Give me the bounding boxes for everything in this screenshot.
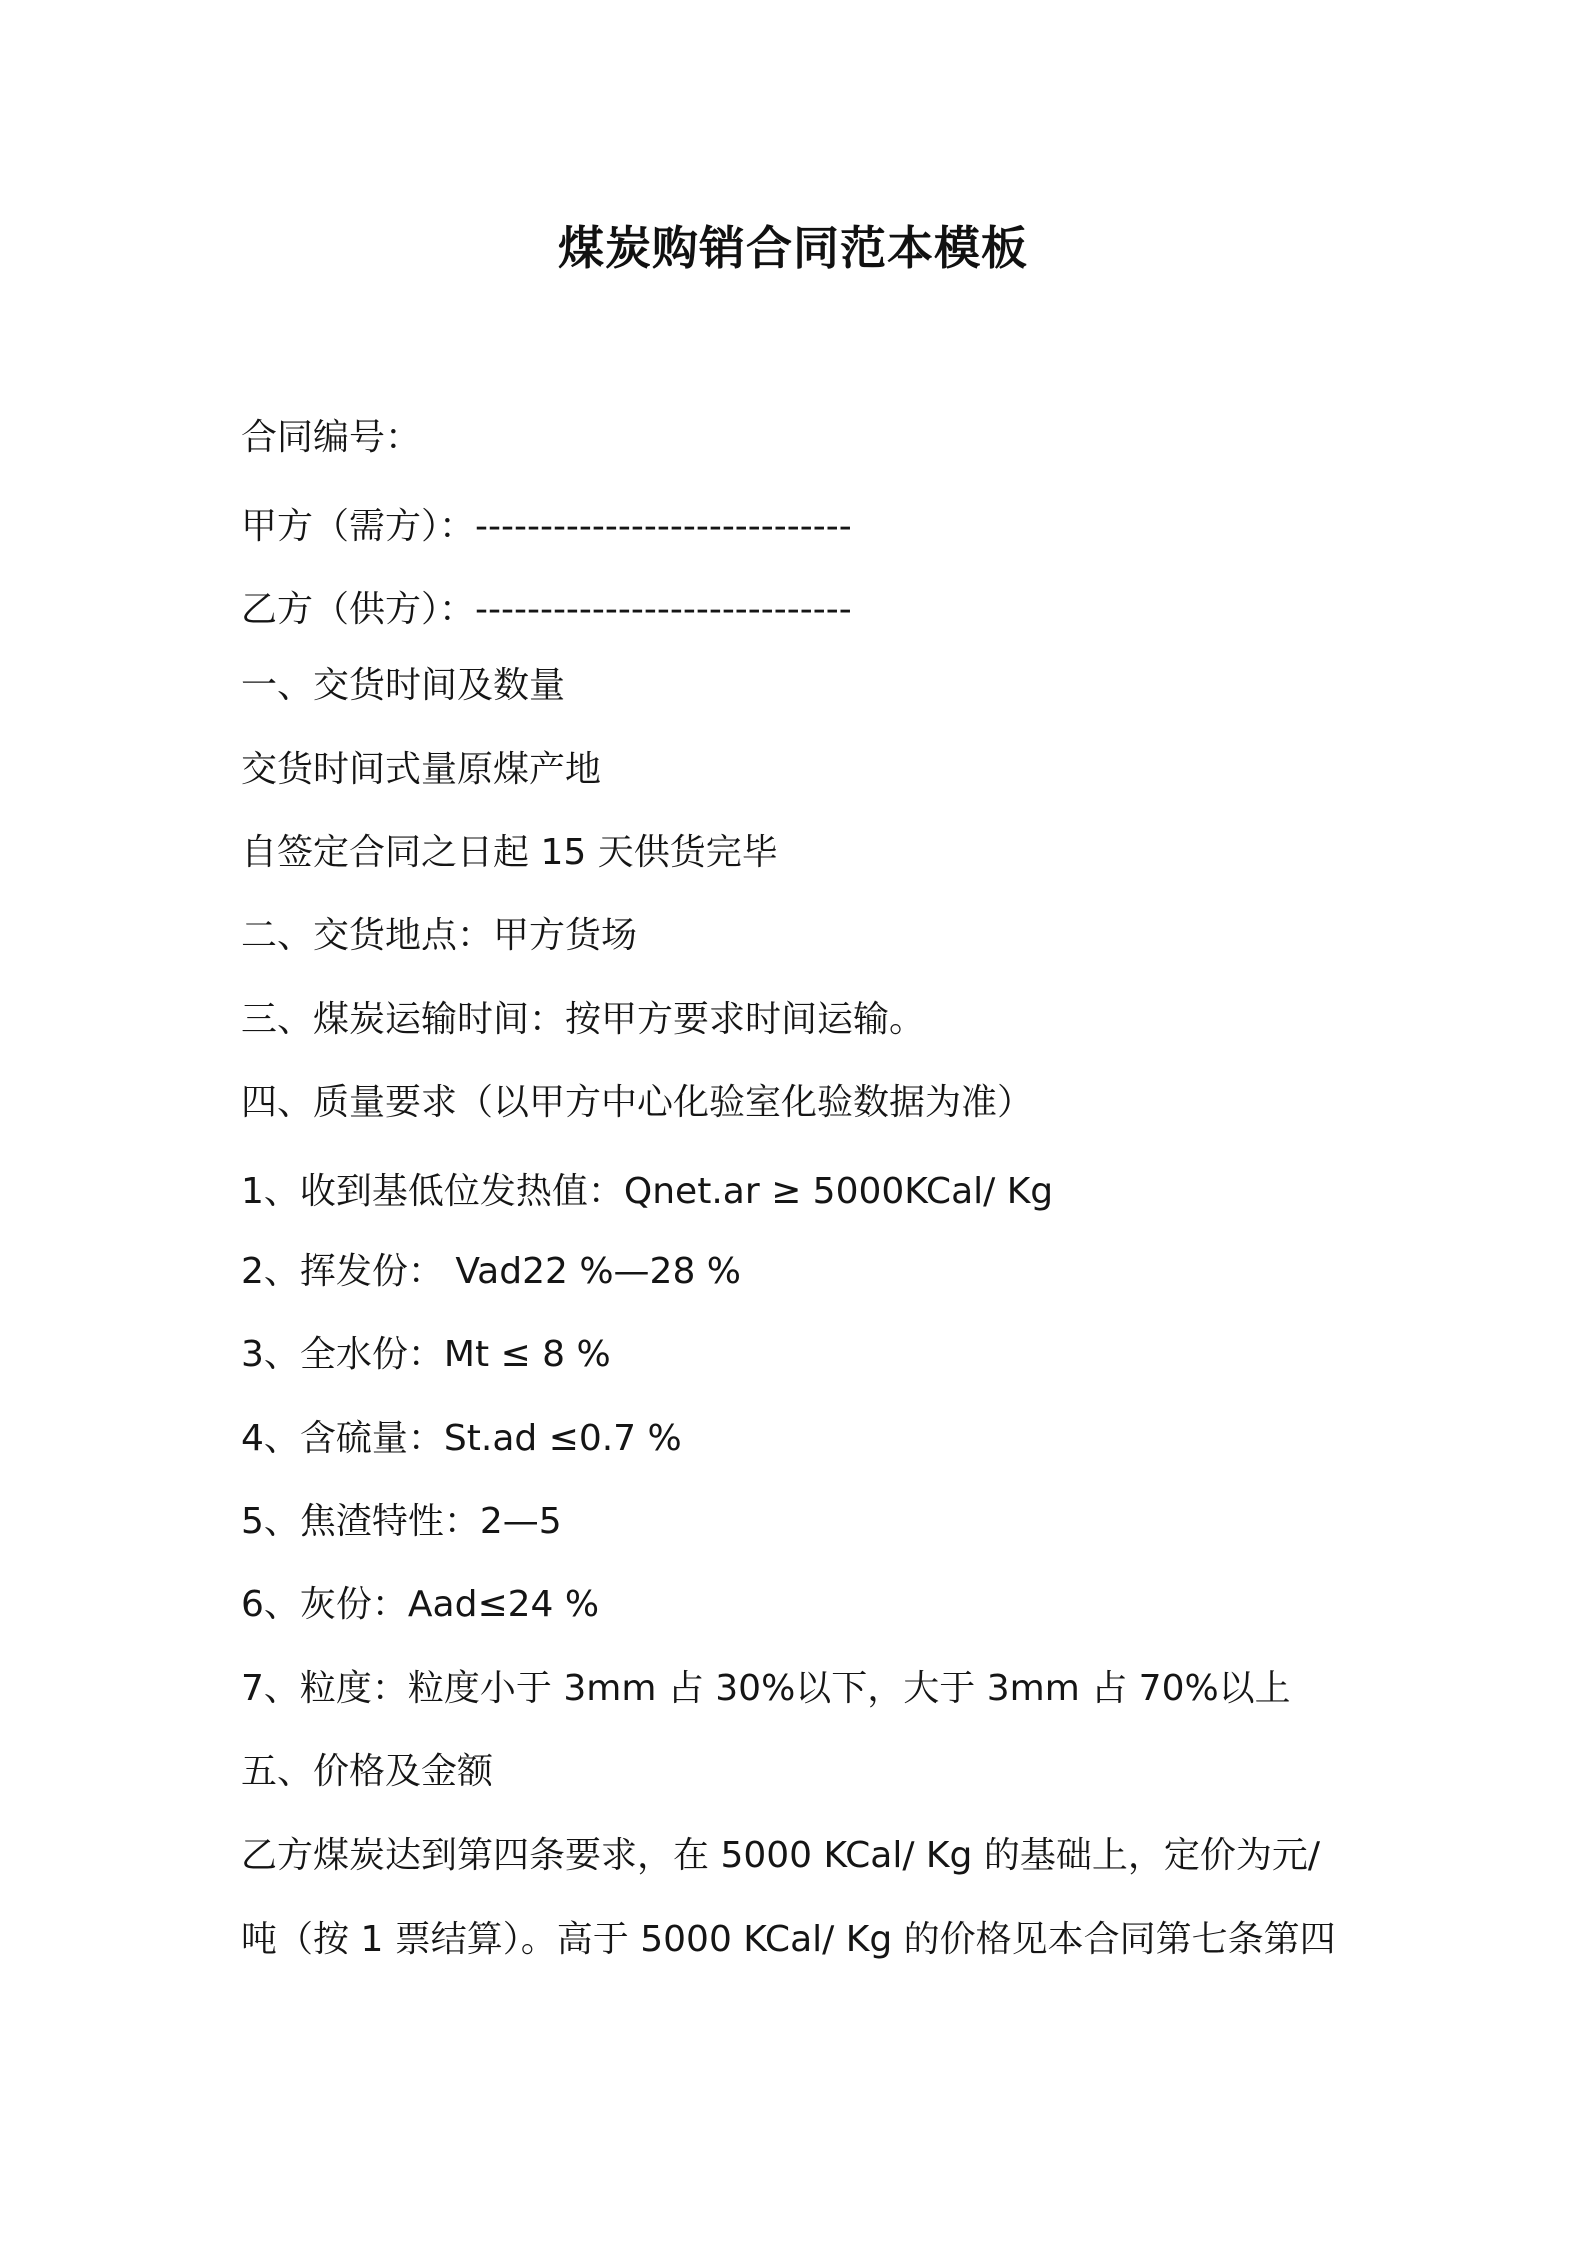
paragraph-line: 吨（按 1 票结算）。高于 5000 KCal/ Kg 的价格见本合同第七条第四 [241, 1919, 1336, 1960]
document-title: 煤炭购销合同范本模板 [558, 221, 1028, 275]
section-heading-quality: 四、质量要求（以甲方中心化验室化验数据为准） [241, 1082, 1034, 1123]
section-heading-transport-time: 三、煤炭运输时间：按甲方要求时间运输。 [241, 999, 926, 1040]
party-a-line: 甲方（需方）：----------------------------- [241, 506, 852, 547]
party-b-line: 乙方（供方）：----------------------------- [241, 589, 852, 630]
quality-item-3: 3、全水份：Mt ≤ 8 % [241, 1334, 611, 1375]
quality-item-4: 4、含硫量：St.ad ≤0.7 % [241, 1418, 682, 1459]
contract-number-line: 合同编号： [241, 417, 422, 458]
paragraph-line: 自签定合同之日起 15 天供货完毕 [241, 832, 778, 873]
section-heading-delivery-place: 二、交货地点：甲方货场 [241, 915, 638, 956]
quality-item-5: 5、焦渣特性：2—5 [241, 1501, 562, 1542]
quality-item-6: 6、灰份：Aad≤24 % [241, 1584, 600, 1625]
section-heading-price: 五、价格及金额 [241, 1751, 494, 1792]
section-heading-delivery-time: 一、交货时间及数量 [241, 665, 566, 706]
paragraph-line: 乙方煤炭达到第四条要求，在 5000 KCal/ Kg 的基础上，定价为元/ [241, 1835, 1320, 1876]
quality-item-2: 2、挥发份： Vad22 %—28 % [241, 1251, 742, 1292]
quality-item-1: 1、收到基低位发热值：Qnet.ar ≥ 5000KCal/ Kg [241, 1171, 1054, 1212]
paragraph-line: 交货时间式量原煤产地 [241, 749, 602, 790]
quality-item-7: 7、粒度：粒度小于 3mm 占 30%以下，大于 3mm 占 70%以上 [241, 1668, 1291, 1709]
